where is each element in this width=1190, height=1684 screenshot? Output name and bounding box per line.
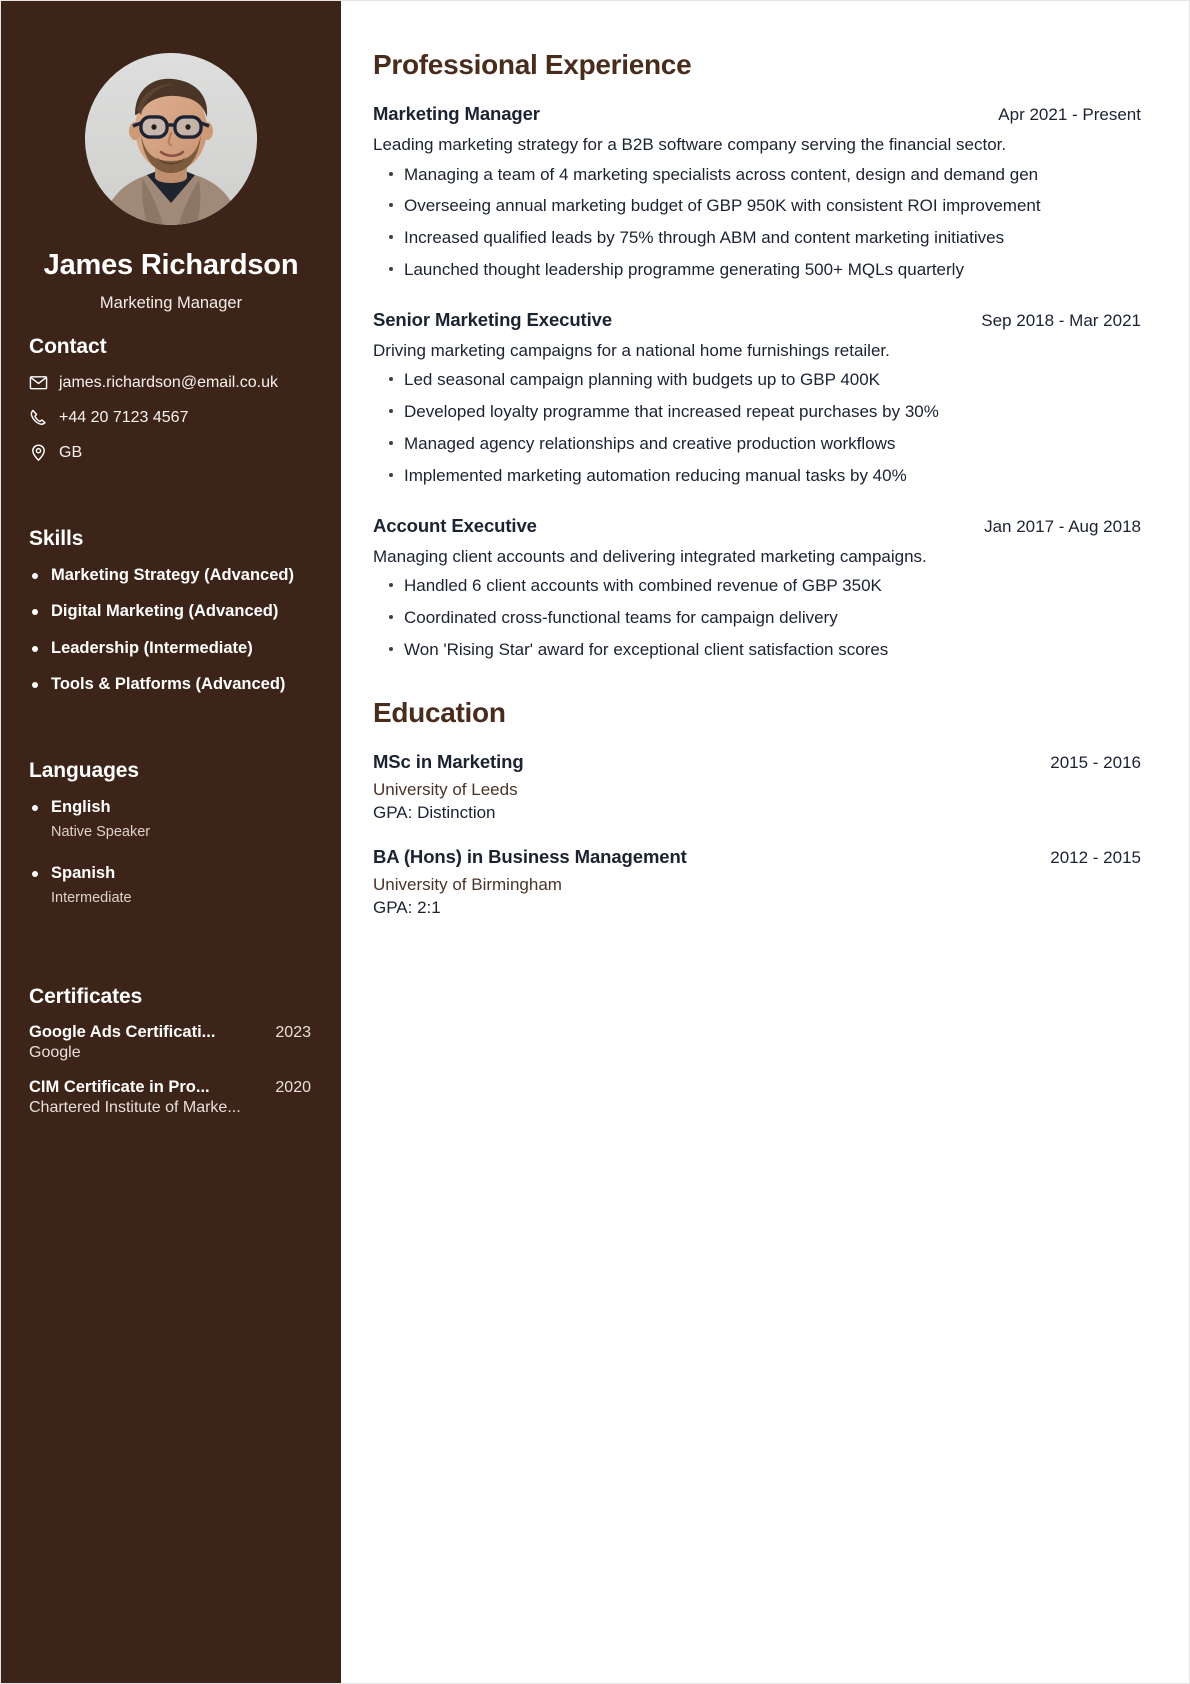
education-school: University of Birmingham bbox=[373, 874, 562, 894]
certificate-year: 2020 bbox=[275, 1079, 311, 1097]
sidebar-spacer-1 bbox=[1, 479, 341, 505]
sidebar-spacer-3 bbox=[1, 929, 341, 965]
phone-icon bbox=[29, 408, 48, 427]
education-gpa: GPA: Distinction bbox=[373, 802, 496, 822]
certificate-name: Google Ads Certificati... bbox=[29, 1023, 216, 1042]
experience-bullet: Managed agency relationships and creative production workflows bbox=[373, 431, 1141, 457]
education-date-range: 2012 - 2015 bbox=[1050, 847, 1141, 867]
experience-bullets bbox=[373, 162, 1141, 283]
experience-bullet: Launched thought leadership programme generating 500+ MQLs quarterly bbox=[373, 257, 1141, 283]
education-entry-header bbox=[373, 846, 1141, 868]
certificate-item bbox=[29, 1023, 319, 1062]
experience-bullet: Coordinated cross-functional teams for campaign delivery bbox=[373, 605, 1141, 631]
sidebar bbox=[1, 1, 341, 1683]
experience-bullet: Overseeing annual marketing budget of GBP 950K with consistent ROI improvement bbox=[373, 193, 1141, 219]
profile-photo-graphic bbox=[85, 53, 257, 225]
experience-entry bbox=[373, 103, 1141, 283]
skill-item: Tools & Platforms (Advanced) bbox=[29, 674, 319, 695]
experience-date-range: Sep 2018 - Mar 2021 bbox=[981, 310, 1141, 330]
contact-heading: Contact bbox=[29, 335, 107, 358]
language-level: Native Speaker bbox=[51, 823, 151, 840]
experience-bullet: Won 'Rising Star' award for exceptional client satisfaction scores bbox=[373, 637, 1141, 663]
person-job-title: Marketing Manager bbox=[99, 294, 243, 312]
experience-bullet: Managing a team of 4 marketing specialists across content, design and demand gen bbox=[373, 162, 1141, 188]
avatar-container bbox=[1, 1, 341, 225]
education-entry bbox=[373, 846, 1141, 919]
certificate-issuer: Google bbox=[29, 1044, 81, 1062]
languages-section bbox=[1, 759, 341, 907]
experience-job-title: Account Executive bbox=[373, 514, 537, 536]
experience-entry bbox=[373, 515, 1141, 663]
education-gpa: GPA: 2:1 bbox=[373, 897, 441, 917]
contact-email-value: james.richardson@email.co.uk bbox=[59, 374, 278, 391]
skill-item: Leadership (Intermediate) bbox=[29, 638, 319, 659]
certificate-year: 2023 bbox=[275, 1024, 311, 1042]
location-pin-icon bbox=[29, 443, 48, 462]
skills-heading: Skills bbox=[29, 526, 84, 550]
experience-bullets bbox=[373, 573, 1141, 662]
education-date-range: 2015 - 2016 bbox=[1050, 752, 1141, 772]
contact-location-value: GB bbox=[59, 444, 83, 462]
certificates-heading: Certificates bbox=[29, 985, 143, 1009]
certificate-issuer: Chartered Institute of Marke... bbox=[29, 1099, 241, 1117]
envelope-icon bbox=[29, 373, 48, 392]
education-entry-header bbox=[373, 751, 1141, 773]
languages-heading: Languages bbox=[29, 759, 139, 783]
contact-list bbox=[23, 373, 319, 463]
certificate-header bbox=[29, 1078, 319, 1097]
contact-section bbox=[1, 335, 341, 463]
experience-bullets bbox=[373, 367, 1141, 488]
education-degree: MSc in Marketing bbox=[373, 750, 524, 772]
languages-list bbox=[23, 797, 319, 907]
experience-entry-header bbox=[373, 103, 1141, 125]
experience-date-range: Apr 2021 - Present bbox=[998, 105, 1141, 124]
experience-entry-header bbox=[373, 515, 1141, 537]
skills-section bbox=[1, 527, 341, 696]
avatar bbox=[85, 53, 257, 225]
education-heading: Education bbox=[373, 696, 506, 728]
experience-date-range: Jan 2017 - Aug 2018 bbox=[984, 516, 1141, 536]
experience-bullet: Handled 6 client accounts with combined revenue of GBP 350K bbox=[373, 573, 1141, 599]
certificates-section bbox=[1, 985, 341, 1117]
experience-summary: Leading marketing strategy for a B2B software company serving the financial sector. bbox=[373, 135, 1007, 154]
experience-job-title: Marketing Manager bbox=[373, 103, 540, 124]
skill-item: Digital Marketing (Advanced) bbox=[29, 601, 319, 622]
experience-summary: Managing client accounts and delivering integrated marketing campaigns. bbox=[373, 546, 927, 566]
certificate-item bbox=[29, 1078, 319, 1117]
experience-bullet: Developed loyalty programme that increased repeat purchases by 30% bbox=[373, 399, 1141, 425]
experience-bullet: Increased qualified leads by 75% through ABM and content marketing initiatives bbox=[373, 225, 1141, 251]
experience-job-title: Senior Marketing Executive bbox=[373, 308, 613, 330]
skills-list bbox=[23, 565, 319, 696]
experience-bullet: Led seasonal campaign planning with budgets up to GBP 400K bbox=[373, 367, 1141, 393]
language-name: English bbox=[29, 797, 319, 818]
certificate-name: CIM Certificate in Pro... bbox=[29, 1078, 210, 1097]
education-school: University of Leeds bbox=[373, 779, 518, 799]
education-degree: BA (Hons) in Business Management bbox=[373, 845, 687, 867]
main-content bbox=[341, 1, 1189, 1683]
contact-email[interactable] bbox=[29, 373, 319, 392]
experience-bullet: Implemented marketing automation reducing manual tasks by 40% bbox=[373, 463, 1141, 489]
skill-item: Marketing Strategy (Advanced) bbox=[29, 565, 319, 586]
person-name: James Richardson bbox=[43, 249, 299, 281]
contact-phone[interactable] bbox=[29, 408, 319, 427]
contact-phone-value: +44 20 7123 4567 bbox=[59, 409, 189, 427]
language-level: Intermediate bbox=[51, 889, 132, 906]
experience-heading: Professional Experience bbox=[373, 49, 692, 80]
education-entry bbox=[373, 751, 1141, 824]
contact-location bbox=[29, 443, 319, 462]
sidebar-spacer-2 bbox=[1, 711, 341, 737]
experience-summary: Driving marketing campaigns for a national home furnishings retailer. bbox=[373, 340, 890, 360]
experience-entry bbox=[373, 309, 1141, 489]
language-name: Spanish bbox=[29, 863, 319, 884]
experience-entry-header bbox=[373, 309, 1141, 331]
certificate-header bbox=[29, 1023, 319, 1042]
